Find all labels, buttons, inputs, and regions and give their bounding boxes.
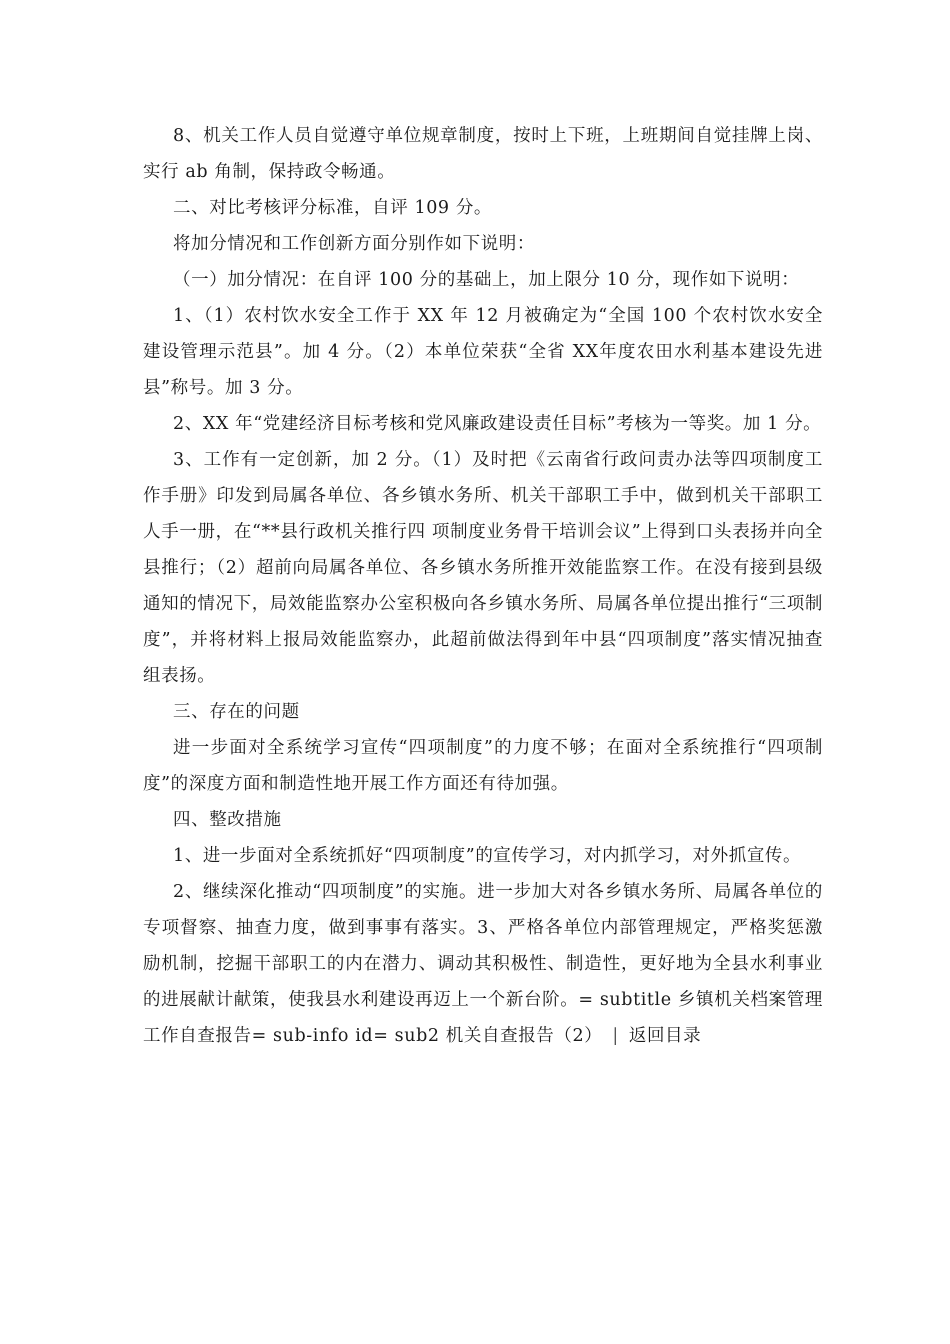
paragraph-measure-2 xyxy=(143,874,823,1054)
paragraph-bonus-intro: （一）加分情况：在自评 100 分的基础上，加上限分 10 分，现作如下说明： xyxy=(173,270,800,290)
paragraph-measure-1: 1、进一步面对全系统抓好“四项制度”的宣传学习，对内抓学习，对外抓宣传。 xyxy=(173,846,802,866)
paragraph-measure-2-text: 2、继续深化推动“四项制度”的实施。进一步加大对各乡镇水务所、局属各单位的专项督察、抽查力度，做到事事有落实。3、严格各单位内部管理规定，严格奖惩激励机制，挖掘干部职工的内在潜力、调动其积极性、制造性，更好地为全县水利事业的进展献计献策，使我县水利建设再迈上一个新台阶。= subtitle 乡镇机关档案管理工作自查报告= sub-info id= sub2 机关自查报告（2） xyxy=(143,882,823,1046)
heading-problems: 三、存在的问题 xyxy=(173,702,300,722)
document-body xyxy=(143,118,823,1054)
paragraph-bonus-1: 1、（1）农村饮水安全工作于 XX 年 12 月被确定为“全国 100 个农村饮水安全建设管理示范县”。加 4 分。（2）本单位荣获“全省 XX年度农田水利基本建设先进县”称号。加 3 分。 xyxy=(143,306,823,398)
back-to-toc-link[interactable]: 返回目录 xyxy=(628,1026,702,1046)
heading-self-score: 二、对比考核评分标准，自评 109 分。 xyxy=(173,198,493,218)
paragraph-rule-8: 8、机关工作人员自觉遵守单位规章制度，按时上下班，上班期间自觉挂牌上岗、实行 ab 角制，保持政令畅通。 xyxy=(143,126,823,182)
paragraph-explanation-intro: 将加分情况和工作创新方面分别作如下说明： xyxy=(173,234,535,254)
paragraph-bonus-2: 2、XX 年“党建经济目标考核和党风廉政建设责任目标”考核为一等奖。加 1 分。 xyxy=(173,414,822,434)
paragraph-bonus-3: 3、工作有一定创新，加 2 分。（1）及时把《云南省行政问责办法等四项制度工作手册》印发到局属各单位、各乡镇水务所、机关干部职工手中，做到机关干部职工人手一册，在“**县行政机关推行四 项制度业务骨干培训会议”上得到口头表扬并向全县推行；（2）超前向局属各单位、各乡镇水务所推开效能监察工作。在没有接到县级通知的情况下，局效能监察办公室积极向各乡镇水务所、局属各单位提出推行“三项制度”，并将材料上报局效能监察办，此超前做法得到年中县“四项制度”落实情况抽查组表扬。 xyxy=(143,450,823,686)
paragraph-problems: 进一步面对全系统学习宣传“四项制度”的力度不够；在面对全系统推行“四项制度”的深度方面和制造性地开展工作方面还有待加强。 xyxy=(143,738,823,794)
heading-rectification: 四、整改措施 xyxy=(173,810,282,830)
separator: | xyxy=(612,1026,619,1046)
